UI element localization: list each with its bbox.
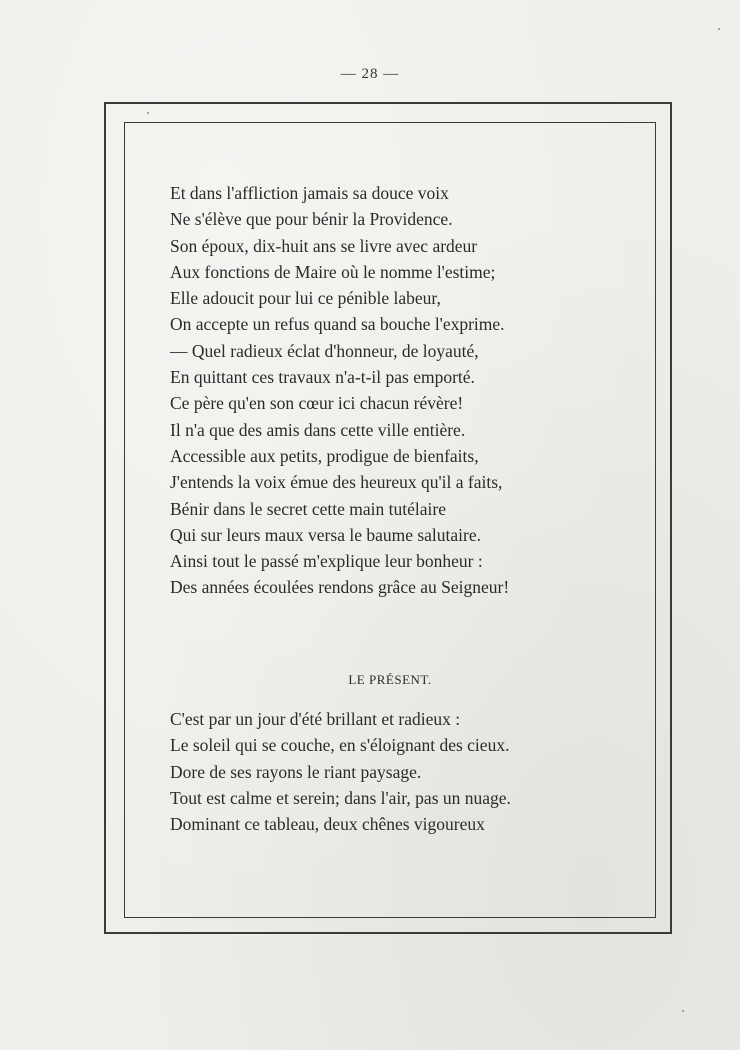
poem-line: Tout est calme et serein; dans l'air, pas un nuage. — [170, 787, 511, 808]
poem-line: Ce père qu'en son cœur ici chacun révère! — [170, 393, 464, 414]
poem-line: Accessible aux petits, prodigue de bienfaits, — [170, 445, 479, 466]
poem-line: Bénir dans le secret cette main tutélaire — [170, 498, 446, 519]
poem-line: Des années écoulées rendons grâce au Seigneur! — [170, 577, 510, 598]
poem-line: — Quel radieux éclat d'honneur, de loyauté, — [170, 340, 479, 361]
poem-line: Aux fonctions de Maire où le nomme l'estime; — [170, 261, 496, 282]
poem-line: J'entends la voix émue des heureux qu'il a faits, — [170, 472, 503, 493]
poem-line: Dore de ses rayons le riant paysage. — [170, 761, 422, 782]
poem-line: Son époux, dix-huit ans se livre avec ardeur — [170, 235, 478, 256]
poem-line: En quittant ces travaux n'a-t-il pas emporté. — [170, 367, 475, 388]
paper-speck — [682, 1010, 684, 1012]
poem-stanza-past — [170, 180, 610, 601]
poem-line: Dominant ce tableau, deux chênes vigoureux — [170, 814, 485, 835]
poem-line: Il n'a que des amis dans cette ville entière. — [170, 419, 466, 440]
poem-line: Et dans l'affliction jamais sa douce voix — [170, 183, 449, 203]
poem-line: C'est par un jour d'été brillant et radieux : — [170, 709, 461, 729]
page-number: — 28 — — [340, 66, 400, 82]
poem-line: On accepte un refus quand sa bouche l'exprime. — [170, 314, 505, 335]
paper-speck — [147, 112, 149, 114]
poem-line: Qui sur leurs maux versa le baume salutaire. — [170, 524, 482, 545]
poem-line: Le soleil qui se couche, en s'éloignant des cieux. — [170, 735, 510, 756]
section-heading: LE PRÉSENT. — [348, 672, 432, 687]
poem-line: Ainsi tout le passé m'explique leur bonheur : — [170, 551, 483, 572]
poem-line: Ne s'élève que pour bénir la Providence. — [170, 209, 453, 230]
paper-speck — [718, 28, 720, 30]
poem-line: Elle adoucit pour lui ce pénible labeur, — [170, 288, 441, 309]
poem-stanza-present — [170, 706, 610, 837]
